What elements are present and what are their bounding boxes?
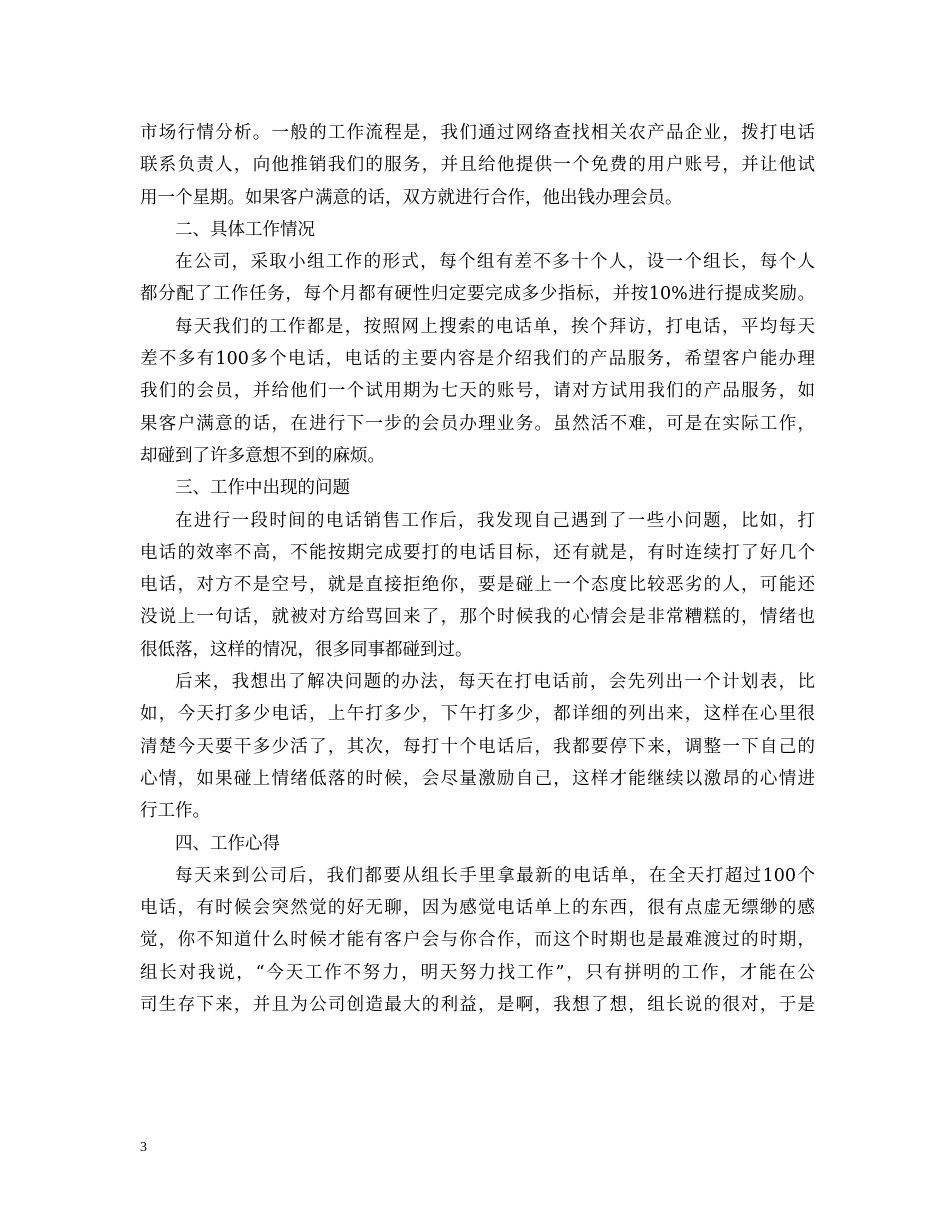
text-line: 心情，如果碰上情绪低落的时候，会尽量激励自己，这样才能继续以激昂的心情进 bbox=[140, 768, 815, 789]
text-line: 觉，你不知道什么时候才能有客户会与你合作，而这个时期也是最难渡过的时期， bbox=[140, 930, 815, 951]
text-line: 每天我们的工作都是，按照网上搜索的电话单，挨个拜访，打电话，平均每天 bbox=[175, 316, 815, 337]
text-line: 差不多有100多个电话，电话的主要内容是介绍我们的产品服务，希望客户能办理 bbox=[140, 349, 815, 370]
text-line: 后来，我想出了解决问题的办法，每天在打电话前，会先列出一个计划表，比 bbox=[175, 672, 815, 693]
text-line: 二、具体工作情况 bbox=[175, 219, 315, 240]
text-line: 市场行情分析。一般的工作流程是，我们通过网络查找相关农产品企业，拨打电话 bbox=[140, 123, 815, 143]
text-line: 果客户满意的话，在进行下一步的会员办理业务。虽然活不难，可是在实际工作， bbox=[140, 413, 815, 434]
body-text bbox=[140, 117, 815, 1021]
text-line: 联系负责人，向他推销我们的服务，并且给他提供一个免费的用户账号，并让他试 bbox=[140, 155, 815, 176]
text-line: 司生存下来，并且为公司创造最大的利益，是啊，我想了想，组长说的很对，于是 bbox=[140, 995, 815, 1016]
text-line: 三、工作中出现的问题 bbox=[175, 478, 350, 499]
text-line: 很低落，这样的情况，很多同事都碰到过。 bbox=[140, 639, 473, 660]
text-line: 电话的效率不高，不能按期完成要打的电话目标，还有就是，有时连续打了好几个 bbox=[140, 542, 815, 563]
text-line: 如，今天打多少电话，上午打多少，下午打多少，都详细的列出来，这样在心里很 bbox=[140, 704, 815, 725]
text-line: 电话，对方不是空号，就是直接拒绝你，要是碰上一个态度比较恶劣的人，可能还 bbox=[140, 575, 815, 596]
page-number: 3 bbox=[140, 1140, 147, 1155]
text-line: 在公司，采取小组工作的形式，每个组有差不多十个人，设一个组长，每个人 bbox=[175, 252, 815, 273]
text-line: 用一个星期。如果客户满意的话，双方就进行合作，他出钱办理会员。 bbox=[140, 187, 683, 208]
text-line: 没说上一句话，就被对方给骂回来了，那个时候我的心情会是非常糟糕的，情绪也 bbox=[140, 607, 815, 628]
text-line: 清楚今天要干多少活了，其次，每打十个电话后，我都要停下来，调整一下自己的 bbox=[140, 736, 815, 757]
text-line: 电话，有时候会突然觉的好无聊，因为感觉电话单上的东西，很有点虚无缥缈的感 bbox=[140, 898, 815, 919]
text-line: 行工作。 bbox=[140, 801, 210, 822]
text-line: 我们的会员，并给他们一个试用期为七天的账号，请对方试用我们的产品服务，如 bbox=[140, 381, 815, 402]
text-line: 却碰到了许多意想不到的麻烦。 bbox=[140, 445, 385, 466]
text-line: 每天来到公司后，我们都要从组长手里拿最新的电话单，在全天打超过100个 bbox=[175, 865, 815, 886]
text-line: 都分配了工作任务，每个月都有硬性归定要完成多少指标，并按10%进行提成奖励。 bbox=[140, 284, 815, 305]
text-line: 在进行一段时间的电话销售工作后，我发现自己遇到了一些小问题，比如，打 bbox=[175, 510, 815, 531]
text-line: 组长对我说，“今天工作不努力，明天努力找工作”，只有拼明的工作，才能在公 bbox=[140, 962, 815, 983]
text-line: 四、工作心得 bbox=[175, 833, 280, 854]
